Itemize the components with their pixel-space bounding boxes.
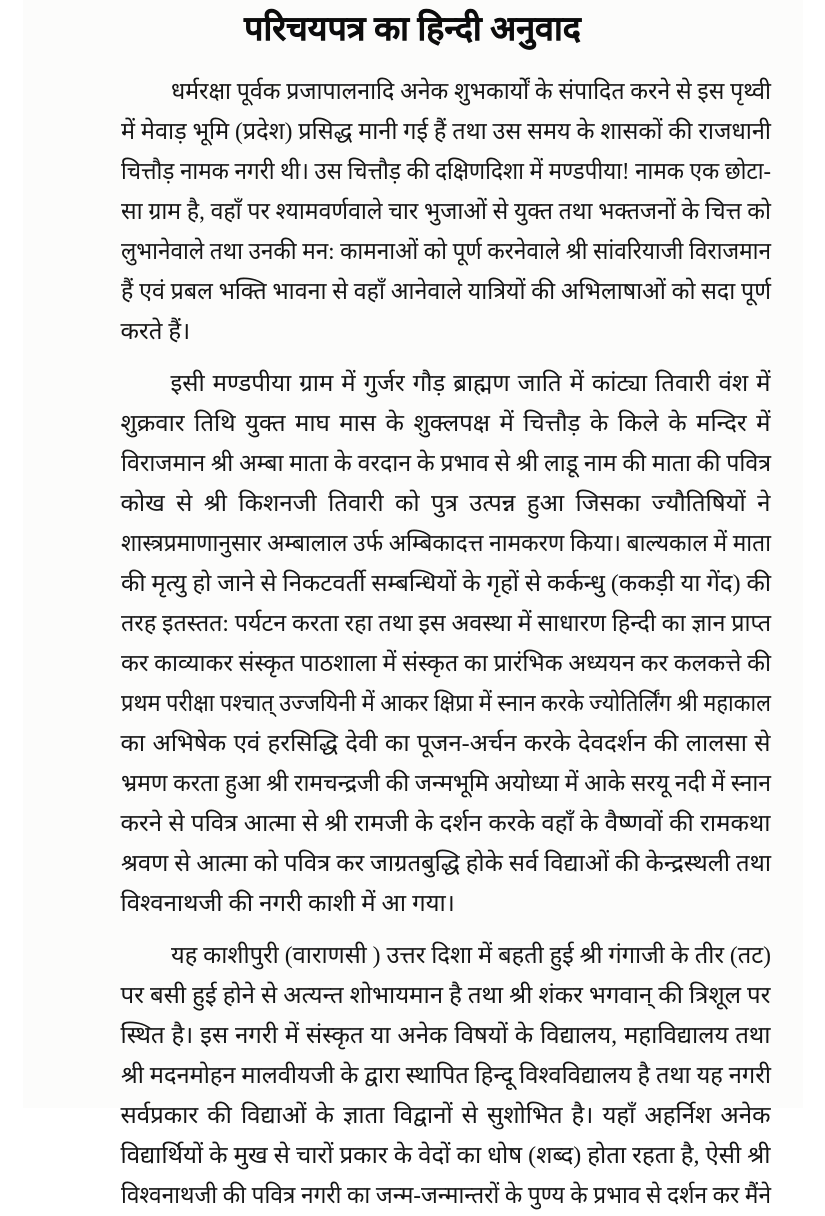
- text-line: की मृत्यु हो जाने से निकटवर्ती सम्बन्धियों के गृहों से कर्कन्धु (ककड़ी या गेंद) की: [120, 571, 771, 597]
- text-line: तरह इतस्तत: पर्यटन करता रहा तथा इस अवस्था में साधारण हिन्दी का ज्ञान प्राप्त: [120, 611, 771, 637]
- document-body: [121, 72, 771, 1216]
- text-line: कर काव्याकर संस्कृत पाठशाला में संस्कृत का प्रारंभिक अध्ययन कर कलकत्ते की: [120, 651, 771, 677]
- text-line: श्री मदनमोहन मालवीयजी के द्वारा स्थापित हिन्दू विश्वविद्यालय है तथा यह नगरी: [120, 1063, 771, 1089]
- text-line: यह काशीपुरी (वाराणसी ) उत्तर दिशा में बहती हुई श्री गंगाजी के तीर (तट): [170, 943, 771, 969]
- page-title: परिचयपत्र का हिन्दी अनुवाद: [244, 11, 581, 48]
- text-line: विराजमान श्री अम्बा माता के वरदान के प्रभाव से श्री लाडू नाम की माता की पवित्र: [120, 451, 771, 477]
- text-line: शुक्रवार तिथि युक्त माघ मास के शुक्लपक्ष में चित्तौड़ के किले के मन्दिर में: [120, 411, 771, 437]
- text-line: पर बसी हुई होने से अत्यन्त शोभायमान है तथा श्री शंकर भगवान् की त्रिशूल पर: [120, 983, 771, 1009]
- text-line: धर्मरक्षा पूर्वक प्रजापालनादि अनेक शुभकार्यों के संपादित करने से इस पृथ्वी: [170, 79, 771, 105]
- paragraph: [121, 364, 771, 924]
- text-line: विश्वनाथजी की पवित्र नगरी का जन्म-जन्मान्तरों के पुण्य के प्रभाव से दर्शन कर मैंने: [120, 1183, 771, 1209]
- text-line: श्रवण से आत्मा को पवित्र कर जाग्रतबुद्धि होके सर्व विद्याओं की केन्द्रस्थली तथा: [120, 851, 771, 877]
- paragraph: [121, 72, 771, 352]
- text-line: विद्यार्थियों के मुख से चारों प्रकार के वेदों का धोष (शब्द) होता रहता है, ऐसी श्री: [120, 1143, 771, 1169]
- text-line: चित्तौड़ नामक नगरी थी। उस चित्तौड़ की दक्षिणदिशा में मण्डपीया! नामक एक छोटा-: [120, 159, 771, 185]
- text-line: करते हैं।: [120, 319, 191, 345]
- text-line: लुभानेवाले तथा उनकी मन: कामनाओं को पूर्ण करनेवाले श्री सांवरियाजी विराजमान: [120, 239, 771, 265]
- paragraph: [121, 936, 771, 1216]
- text-line: इसी मण्डपीया ग्राम में गुर्जर गौड़ ब्राह्मण जाति में कांट्या तिवारी वंश में: [170, 371, 771, 397]
- text-line: सर्वप्रकार की विद्याओं के ज्ञाता विद्वानों से सुशोभित है। यहाँ अहर्निश अनेक: [120, 1103, 771, 1129]
- text-line: में मेवाड़ भूमि (प्रदेश) प्रसिद्ध मानी गई हैं तथा उस समय के शासकों की राजधानी: [120, 119, 771, 145]
- text-line: स्थित है। इस नगरी में संस्कृत या अनेक विषयों के विद्यालय, महाविद्यालय तथा: [120, 1023, 771, 1049]
- text-line: शास्त्रप्रमाणानुसार अम्बालाल उर्फ अम्बिकादत्त नामकरण किया। बाल्यकाल में माता: [120, 531, 771, 557]
- scanned-document-page: [23, 0, 803, 1209]
- text-line: भ्रमण करता हुआ श्री रामचन्द्रजी की जन्मभूमि अयोध्या में आके सरयू नदी में स्नान: [120, 771, 771, 797]
- text-line: प्रथम परीक्षा पश्चात् उज्जयिनी में आकर क्षिप्रा में स्नान करके ज्योतिर्लिंग श्री महाकाल: [120, 691, 771, 717]
- text-line: विश्वनाथजी की नगरी काशी में आ गया।: [120, 891, 455, 917]
- text-line: का अभिषेक एवं हरसिद्धि देवी का पूजन-अर्चन करके देवदर्शन की लालसा से: [120, 731, 771, 757]
- text-line: हैं एवं प्रबल भक्ति भावना से वहाँ आनेवाले यात्रियों की अभिलाषाओं को सदा पूर्ण: [120, 279, 771, 305]
- text-line: सा ग्राम है, वहाँ पर श्यामवर्णवाले चार भुजाओं से युक्त तथा भक्तजनों के चित्त को: [120, 199, 771, 225]
- text-line: करने से पवित्र आत्मा से श्री रामजी के दर्शन करके वहाँ के वैष्णवों की रामकथा: [120, 811, 771, 837]
- text-line: कोख से श्री किशनजी तिवारी को पुत्र उत्पन्न हुआ जिसका ज्यौतिषियों ने: [120, 491, 771, 517]
